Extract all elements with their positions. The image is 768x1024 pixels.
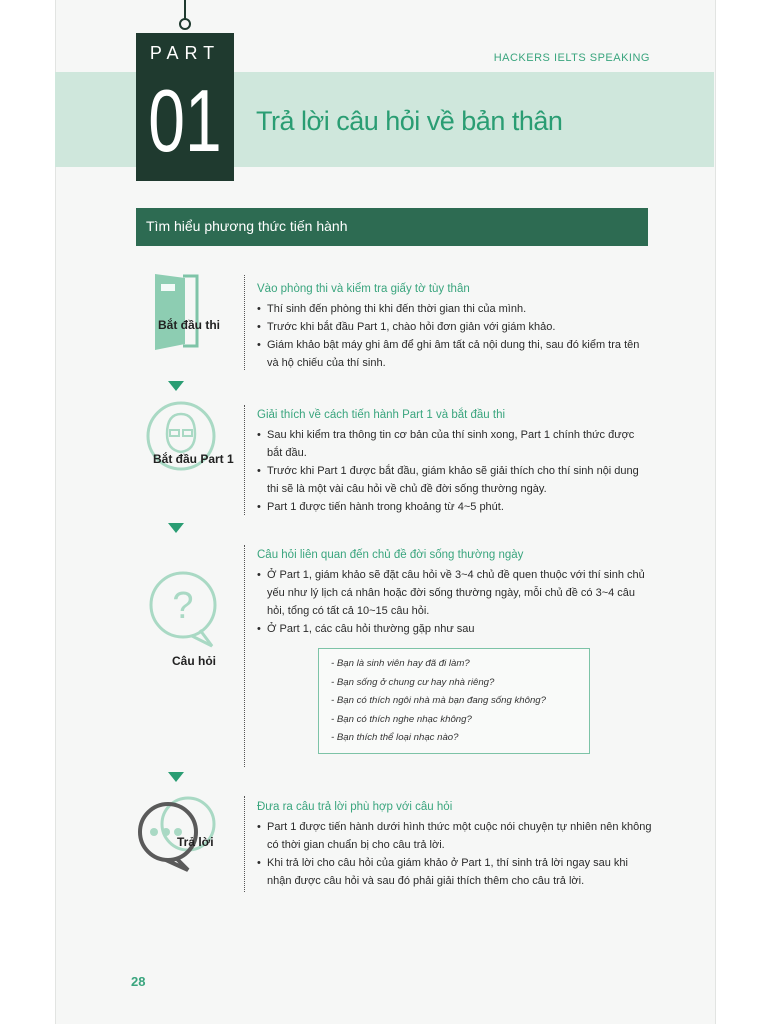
stage-title: Vào phòng thi và kiểm tra giấy tờ tùy thân xyxy=(257,283,470,295)
bullet-item: • Khi trả lời cho câu hỏi của giám khảo ở Part 1, thí sinh trả lời ngay sau khi nhận được câu hỏi và sau đó phải giải thích thêm cho câu trả lời. xyxy=(257,854,652,890)
svg-text:?: ? xyxy=(172,585,194,627)
stage-label-start-part1: Bắt đầu Part 1 xyxy=(153,452,234,466)
example-question: - Bạn là sinh viên hay đã đi làm? xyxy=(331,658,470,669)
example-question: - Bạn có thích ngôi nhà mà bạn đang sống không? xyxy=(331,695,546,706)
section-bar xyxy=(136,208,648,246)
bullet-list xyxy=(257,566,652,638)
divider-line xyxy=(244,275,245,370)
stage-title: Câu hỏi liên quan đến chủ đề đời sống thường ngày xyxy=(257,549,524,561)
stage-label-answer: Trả lời xyxy=(177,835,214,849)
example-question: - Bạn sống ở chung cư hay nhà riêng? xyxy=(331,676,495,688)
stage-label-start-exam: Bắt đầu thi xyxy=(158,318,220,332)
bullet-list xyxy=(257,426,652,516)
divider-line xyxy=(244,545,245,767)
bullet-item: • Part 1 được tiến hành trong khoảng từ 4~5 phút. xyxy=(257,498,652,516)
door-icon xyxy=(145,270,209,352)
page-title: Trả lời câu hỏi về bản thân xyxy=(256,106,563,136)
bullet-item: • Sau khi kiểm tra thông tin cơ bản của thí sinh xong, Part 1 chính thức được bắt đầu. xyxy=(257,426,652,462)
bullet-list xyxy=(257,818,652,890)
example-question: - Bạn có thích nghe nhạc không? xyxy=(331,713,472,725)
stage-label-question: Câu hỏi xyxy=(172,654,216,668)
divider-line xyxy=(244,796,245,892)
stage-block-answer xyxy=(257,798,652,890)
example-question: - Bạn thích thể loại nhạc nào? xyxy=(331,732,459,743)
hanging-ring xyxy=(179,18,191,30)
bullet-item: • Part 1 được tiến hành dưới hình thức một cuộc nói chuyện tự nhiên nên không có thời gian chuẩn bị cho câu trả lời. xyxy=(257,818,652,854)
brand-label: HACKERS IELTS SPEAKING xyxy=(493,52,650,64)
bullet-item: • Ở Part 1, giám khảo sẽ đặt câu hỏi về 3~4 chủ đề quen thuộc với thí sinh chủ yếu như lý lịch cá nhân hoặc đời sống thường ngày, mỗi chủ đề có 3~4 câu hỏi, tổng có tất cả 10~15 câu hỏi. xyxy=(257,566,652,620)
divider-line xyxy=(244,405,245,515)
down-arrow-icon xyxy=(168,523,184,533)
bullet-item: • Thí sinh đến phòng thi khi đến thời gian thi của mình. xyxy=(257,300,652,318)
stage-block-start-part1 xyxy=(257,406,652,516)
page-number: 28 xyxy=(131,974,146,989)
example-questions-list xyxy=(319,649,589,748)
down-arrow-icon xyxy=(168,381,184,391)
question-bubble-icon xyxy=(146,568,220,652)
stage-title: Giải thích về cách tiến hành Part 1 và bắt đầu thi xyxy=(257,409,506,421)
speech-bubbles-icon xyxy=(136,794,222,874)
bullet-item: • Ở Part 1, các câu hỏi thường gặp như sau xyxy=(257,620,652,638)
bullet-item: • Trước khi Part 1 được bắt đầu, giám khảo sẽ giải thích cho thí sinh nội dung thi sẽ là một vài câu hỏi về chủ đề đời sống thường ngày. xyxy=(257,462,652,498)
part-badge xyxy=(136,33,234,181)
stage-block-start-exam xyxy=(257,280,652,372)
part-number: 01 xyxy=(148,71,222,170)
bullet-item: • Giám khảo bật máy ghi âm để ghi âm tất cả nội dung thi, sau đó kiểm tra tên và hộ chiếu của thí sinh. xyxy=(257,336,652,372)
example-questions-box xyxy=(318,648,590,754)
section-title: Tìm hiểu phương thức tiến hành xyxy=(146,218,348,234)
stage-block-question xyxy=(257,546,652,638)
down-arrow-icon xyxy=(168,772,184,782)
bullet-item: • Trước khi bắt đầu Part 1, chào hỏi đơn giản với giám khảo. xyxy=(257,318,652,336)
part-label: PART xyxy=(149,43,221,63)
bullet-list xyxy=(257,300,652,372)
stage-title: Đưa ra câu trả lời phù hợp với câu hỏi xyxy=(257,801,453,813)
